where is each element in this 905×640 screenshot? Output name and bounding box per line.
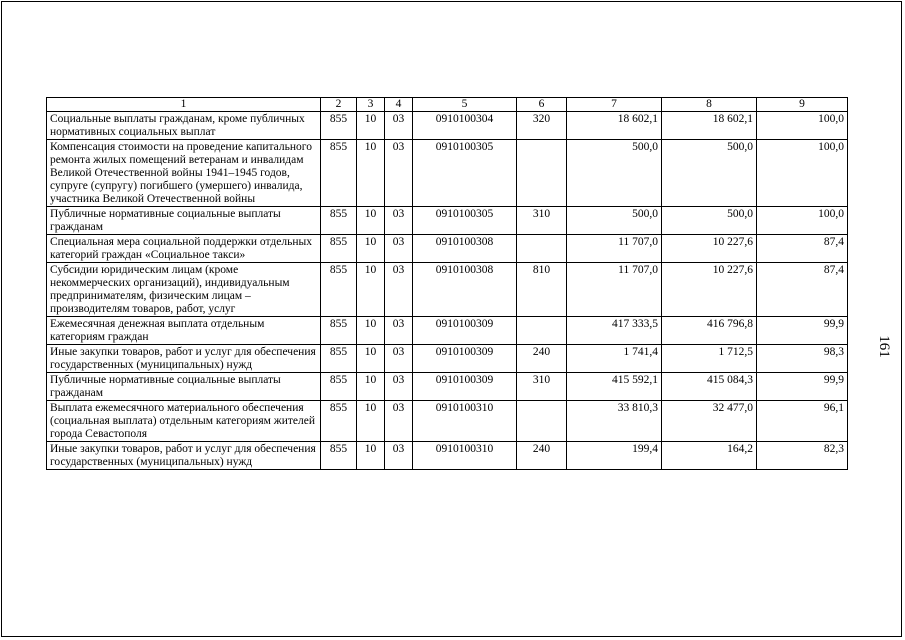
cell-percent: 100,0	[757, 140, 848, 207]
cell-razdel: 10	[357, 263, 385, 317]
cell-percent: 82,3	[757, 442, 848, 470]
cell-vid-rashodov: 240	[517, 345, 567, 373]
cell-percent: 99,9	[757, 373, 848, 401]
cell-vid-rashodov	[517, 235, 567, 263]
cell-value-7: 500,0	[567, 207, 662, 235]
header-col-2: 2	[321, 98, 357, 112]
cell-value-7: 11 707,0	[567, 235, 662, 263]
table-row	[47, 207, 848, 235]
cell-vedomstvo: 855	[321, 345, 357, 373]
cell-celevaya-statya: 0910100309	[413, 345, 517, 373]
cell-percent: 100,0	[757, 207, 848, 235]
budget-table	[46, 97, 848, 470]
cell-vedomstvo: 855	[321, 401, 357, 442]
page-number: 161	[875, 335, 892, 358]
cell-value-7: 500,0	[567, 140, 662, 207]
cell-razdel: 10	[357, 373, 385, 401]
cell-name: Иные закупки товаров, работ и услуг для обеспечения государственных (муниципальных) нужд	[47, 345, 321, 373]
cell-razdel: 10	[357, 112, 385, 140]
cell-percent: 96,1	[757, 401, 848, 442]
cell-vid-rashodov: 240	[517, 442, 567, 470]
header-col-5: 5	[413, 98, 517, 112]
cell-vid-rashodov: 320	[517, 112, 567, 140]
cell-name: Выплата ежемесячного материального обеспечения (социальная выплата) отдельным категориям жителей города Севастополя	[47, 401, 321, 442]
header-col-6: 6	[517, 98, 567, 112]
cell-razdel: 10	[357, 401, 385, 442]
cell-celevaya-statya: 0910100310	[413, 442, 517, 470]
cell-vid-rashodov	[517, 401, 567, 442]
cell-value-8: 500,0	[662, 140, 757, 207]
cell-podrazdel: 03	[385, 112, 413, 140]
cell-podrazdel: 03	[385, 317, 413, 345]
table-row	[47, 373, 848, 401]
cell-vedomstvo: 855	[321, 317, 357, 345]
header-col-4: 4	[385, 98, 413, 112]
cell-vid-rashodov: 810	[517, 263, 567, 317]
cell-value-8: 32 477,0	[662, 401, 757, 442]
cell-razdel: 10	[357, 207, 385, 235]
cell-value-8: 416 796,8	[662, 317, 757, 345]
cell-value-7: 18 602,1	[567, 112, 662, 140]
cell-value-8: 415 084,3	[662, 373, 757, 401]
cell-podrazdel: 03	[385, 401, 413, 442]
cell-value-7: 11 707,0	[567, 263, 662, 317]
cell-name: Социальные выплаты гражданам, кроме публичных нормативных социальных выплат	[47, 112, 321, 140]
cell-vedomstvo: 855	[321, 235, 357, 263]
cell-celevaya-statya: 0910100309	[413, 373, 517, 401]
header-col-7: 7	[567, 98, 662, 112]
cell-vedomstvo: 855	[321, 263, 357, 317]
cell-vedomstvo: 855	[321, 373, 357, 401]
cell-podrazdel: 03	[385, 140, 413, 207]
cell-name: Ежемесячная денежная выплата отдельным категориям граждан	[47, 317, 321, 345]
cell-vedomstvo: 855	[321, 207, 357, 235]
cell-value-7: 199,4	[567, 442, 662, 470]
cell-podrazdel: 03	[385, 442, 413, 470]
table-row	[47, 401, 848, 442]
cell-podrazdel: 03	[385, 345, 413, 373]
cell-percent: 99,9	[757, 317, 848, 345]
cell-celevaya-statya: 0910100308	[413, 263, 517, 317]
cell-celevaya-statya: 0910100304	[413, 112, 517, 140]
cell-celevaya-statya: 0910100305	[413, 207, 517, 235]
cell-vid-rashodov: 310	[517, 207, 567, 235]
cell-percent: 100,0	[757, 112, 848, 140]
cell-value-8: 500,0	[662, 207, 757, 235]
header-col-9: 9	[757, 98, 848, 112]
cell-razdel: 10	[357, 442, 385, 470]
cell-value-8: 18 602,1	[662, 112, 757, 140]
cell-podrazdel: 03	[385, 373, 413, 401]
cell-vid-rashodov: 310	[517, 373, 567, 401]
cell-value-7: 1 741,4	[567, 345, 662, 373]
cell-name: Субсидии юридическим лицам (кроме некоммерческих организаций), индивидуальным предпринимателям, физическим лицам – производителям товаров, работ, услуг	[47, 263, 321, 317]
cell-value-8: 10 227,6	[662, 263, 757, 317]
cell-celevaya-statya: 0910100310	[413, 401, 517, 442]
cell-percent: 87,4	[757, 235, 848, 263]
cell-name: Специальная мера социальной поддержки отдельных категорий граждан «Социальное такси»	[47, 235, 321, 263]
cell-name: Публичные нормативные социальные выплаты гражданам	[47, 207, 321, 235]
table-row	[47, 263, 848, 317]
cell-podrazdel: 03	[385, 263, 413, 317]
cell-razdel: 10	[357, 140, 385, 207]
cell-name: Компенсация стоимости на проведение капитального ремонта жилых помещений ветеранам и инвалидам Великой Отечественной войны 1941–1945 годов, супруге (супругу) погибшего (умершего) инвалида, участника Великой Отечественной войны	[47, 140, 321, 207]
cell-value-8: 1 712,5	[662, 345, 757, 373]
table-row	[47, 140, 848, 207]
cell-vid-rashodov	[517, 140, 567, 207]
table-row	[47, 317, 848, 345]
header-col-3: 3	[357, 98, 385, 112]
table-row	[47, 235, 848, 263]
cell-razdel: 10	[357, 345, 385, 373]
cell-razdel: 10	[357, 317, 385, 345]
cell-value-8: 10 227,6	[662, 235, 757, 263]
table-row	[47, 112, 848, 140]
cell-vedomstvo: 855	[321, 442, 357, 470]
cell-celevaya-statya: 0910100308	[413, 235, 517, 263]
cell-podrazdel: 03	[385, 235, 413, 263]
cell-value-7: 417 333,5	[567, 317, 662, 345]
cell-celevaya-statya: 0910100309	[413, 317, 517, 345]
table-header	[47, 98, 848, 112]
cell-value-7: 415 592,1	[567, 373, 662, 401]
cell-name: Публичные нормативные социальные выплаты гражданам	[47, 373, 321, 401]
cell-podrazdel: 03	[385, 207, 413, 235]
cell-name: Иные закупки товаров, работ и услуг для обеспечения государственных (муниципальных) нужд	[47, 442, 321, 470]
table-row	[47, 345, 848, 373]
cell-percent: 87,4	[757, 263, 848, 317]
header-col-1: 1	[47, 98, 321, 112]
cell-value-8: 164,2	[662, 442, 757, 470]
cell-percent: 98,3	[757, 345, 848, 373]
table-row	[47, 442, 848, 470]
cell-value-7: 33 810,3	[567, 401, 662, 442]
header-col-8: 8	[662, 98, 757, 112]
cell-razdel: 10	[357, 235, 385, 263]
header-row	[47, 98, 848, 112]
table-body	[47, 112, 848, 470]
cell-celevaya-statya: 0910100305	[413, 140, 517, 207]
cell-vedomstvo: 855	[321, 112, 357, 140]
cell-vedomstvo: 855	[321, 140, 357, 207]
cell-vid-rashodov	[517, 317, 567, 345]
